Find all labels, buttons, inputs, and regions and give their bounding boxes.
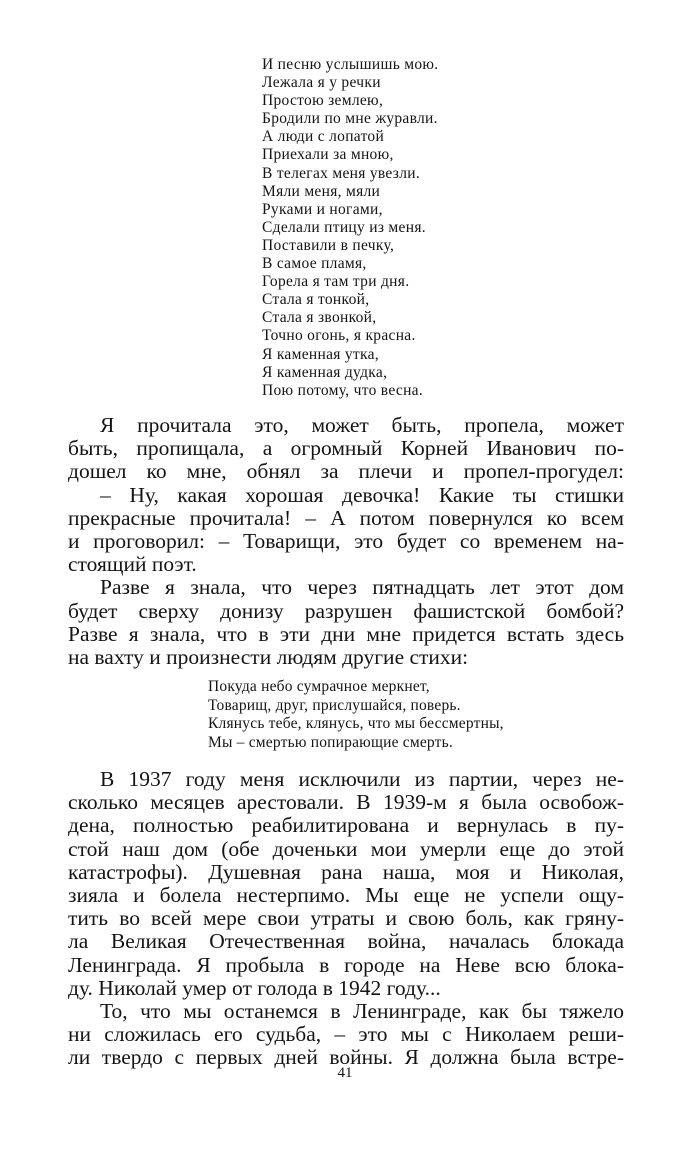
poem-line: Простою землею,: [262, 92, 384, 110]
prose-line: дошел ко мне, обнял за плечи и пропел-прогудел:: [68, 459, 624, 484]
prose-line: сколько месяцев арестовали. В 1939-м я была освобож-: [68, 790, 624, 815]
prose-line: на вахту и произнести людям другие стихи:: [68, 645, 469, 670]
verse-quote: [208, 678, 504, 752]
prose-line: тить во всей мере свои утраты и свою боль, как гряну-: [68, 906, 624, 931]
poem-line: Точно огонь, я красна.: [262, 327, 416, 345]
prose-line: То, что мы останемся в Ленинграде, как бы тяжело: [100, 999, 624, 1024]
prose-line: дена, полностью реабилитирована и вернулась в пу-: [68, 813, 624, 838]
quote-line: Покуда небо сумрачное меркнет,: [208, 678, 430, 695]
poem-line: Стала я тонкой,: [262, 291, 370, 309]
poem-excerpt: [262, 56, 438, 400]
prose-line: ли твердо с первых дней войны. Я должна была встре-: [68, 1045, 624, 1070]
poem-line: Я каменная дудка,: [262, 363, 388, 381]
prose-line: Разве я знала, что в эти дни мне придется встать здесь: [68, 621, 624, 646]
prose-block-2: [68, 768, 624, 1070]
poem-line: Пою потому, что весна.: [262, 381, 424, 399]
poem-line: Лежала я у речки: [262, 74, 381, 92]
prose-line: ду. Николай умер от голода в 1942 году...: [68, 975, 441, 1000]
prose-block-1: [68, 414, 624, 669]
poem-line: Поставили в печку,: [262, 236, 395, 254]
prose-line: будет сверху донизу разрушен фашистской бомбой?: [68, 598, 624, 623]
poem-line: Я каменная утка,: [262, 345, 379, 363]
prose-line: стой наш дом (обе доченьки мои умерли еще до этой: [68, 836, 624, 861]
prose-line: – Ну, какая хорошая девочка! Какие ты стишки: [100, 482, 624, 507]
prose-line: быть, пропищала, а огромный Корней Иванович по-: [68, 436, 624, 461]
quote-line: Мы – смертью попирающие смерть.: [208, 733, 453, 751]
prose-line: прекрасные прочитала! – А потом повернулся ко всем: [68, 505, 624, 530]
poem-line: Руками и ногами,: [262, 200, 383, 218]
prose-line: В 1937 году меня исключили из партии, через не-: [100, 767, 624, 791]
prose-line: стоящий поэт.: [68, 552, 197, 577]
prose-line: зияла и болела нестерпимо. Мы еще не успели ощу-: [68, 883, 624, 908]
prose-line: катастрофы). Душевная рана наша, моя и Николая,: [68, 859, 624, 884]
poem-line: А люди с лопатой: [262, 128, 385, 146]
poem-line: Приехали за мною,: [262, 146, 394, 164]
poem-line: Мяли меня, мяли: [262, 182, 381, 200]
prose-line: ла Великая Отечественная война, началась блокада: [68, 929, 624, 954]
prose-line: Разве я знала, что через пятнадцать лет этот дом: [100, 575, 624, 600]
poem-line: В телегах меня увезли.: [262, 164, 421, 182]
prose-line: Ленинграда. Я пробыла в городе на Неве всю блока-: [68, 952, 624, 977]
quote-line: Товарищ, друг, прислушайся, поверь.: [208, 696, 461, 714]
prose-line: ни сложилась его судьба, – это мы с Николаем реши-: [68, 1022, 624, 1047]
poem-line: И песню услышишь мою.: [262, 56, 439, 73]
poem-line: Горела я там три дня.: [262, 273, 410, 291]
poem-line: Сделали птицу из меня.: [262, 218, 426, 236]
prose-line: Я прочитала это, может быть, пропела, может: [100, 413, 624, 437]
prose-line: и проговорил: – Товарищи, это будет со временем на-: [68, 529, 624, 554]
quote-line: Клянусь тебе, клянусь, что мы бессмертны,: [208, 715, 504, 732]
page-number: 41: [337, 1065, 353, 1081]
poem-line: Стала я звонкой,: [262, 309, 377, 327]
poem-line: Бродили по мне журавли.: [262, 110, 438, 128]
poem-line: В самое пламя,: [262, 255, 367, 273]
